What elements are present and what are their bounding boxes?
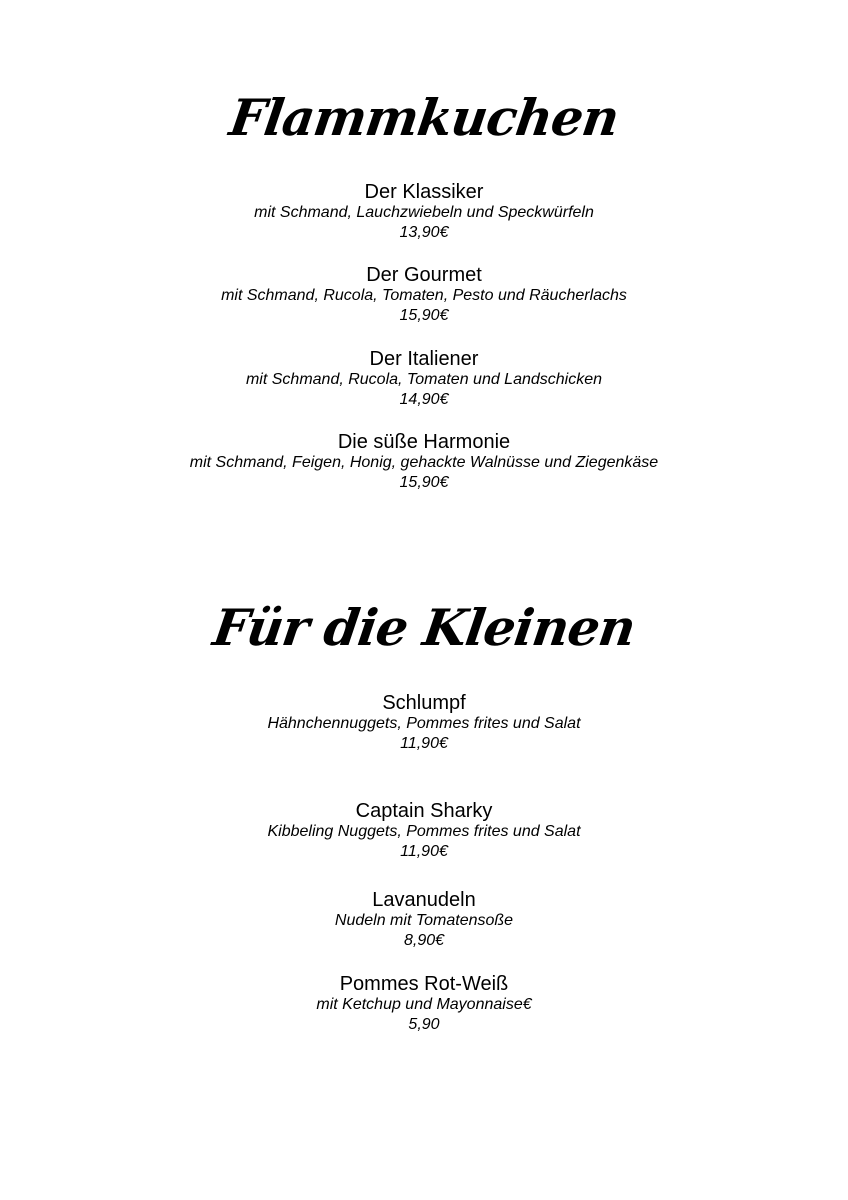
menu-item-name: Die süße Harmonie [337, 431, 511, 453]
section-title-flammkuchen: Flammkuchen [226, 88, 623, 147]
menu-item-price: 5,90 [408, 1016, 440, 1033]
menu-item [0, 973, 848, 1035]
menu-item-description: mit Ketchup und Mayonnaise€ [316, 996, 532, 1013]
menu-item-price: 15,90€ [399, 307, 449, 324]
menu-item-description: mit Schmand, Rucola, Tomaten, Pesto und Räucherlachs [221, 287, 627, 304]
menu-item-price: 13,90€ [399, 224, 449, 241]
menu-item-price: 8,90€ [403, 932, 445, 949]
menu-item [0, 264, 848, 326]
menu-item-price: 11,90€ [400, 843, 448, 860]
menu-item [0, 431, 848, 493]
menu-item [0, 889, 848, 951]
menu-item-name: Der Gourmet [366, 264, 482, 286]
menu-item-description: Hähnchennuggets, Pommes frites und Salat [267, 715, 581, 732]
menu-item [0, 181, 848, 243]
section-title-fuer-die-kleinen: Für die Kleinen [209, 598, 639, 657]
menu-item [0, 348, 848, 410]
menu-item-name: Der Italiener [369, 348, 479, 370]
menu-item-price: 14,90€ [399, 391, 449, 408]
menu-item-description: mit Schmand, Lauchzwiebeln und Speckwürfeln [254, 204, 594, 221]
menu-item-price: 15,90€ [399, 474, 449, 491]
menu-item-name: Schlumpf [382, 692, 466, 714]
menu-item-price: 11,90€ [400, 735, 448, 752]
menu-item-name: Captain Sharky [355, 800, 493, 822]
menu-item-description: Nudeln mit Tomatensoße [334, 912, 514, 929]
menu-item-name: Der Klassiker [364, 181, 484, 203]
menu-item-description: Kibbeling Nuggets, Pommes frites und Salat [267, 823, 581, 840]
menu-item [0, 800, 848, 862]
menu-item-description: mit Schmand, Feigen, Honig, gehackte Walnüsse und Ziegenkäse [189, 454, 659, 471]
menu-item-name: Lavanudeln [372, 889, 476, 911]
menu-item-name: Pommes Rot-Weiß [339, 973, 509, 995]
menu-item [0, 692, 848, 754]
menu-item-description: mit Schmand, Rucola, Tomaten und Landschicken [245, 371, 603, 388]
